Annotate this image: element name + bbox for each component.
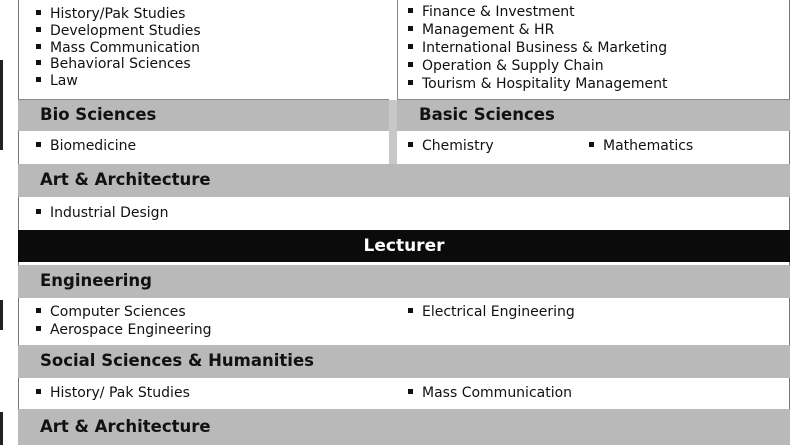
list-item [36,74,78,88]
list-item [408,23,554,37]
bullet-icon [36,389,41,394]
list-item-label: History/Pak Studies [50,6,186,22]
list-item-label: Biomedicine [50,138,137,154]
list-item-label: Behavioral Sciences [50,56,191,72]
bullet-icon [36,142,41,147]
bullet-icon [408,142,413,147]
list-item-label: International Business & Marketing [422,40,668,56]
list-item [408,386,572,400]
section-heading-social-sciences: Social Sciences & Humanities [18,345,790,378]
edge-mark [0,60,3,150]
list-item-label: Computer Sciences [50,304,186,320]
list-item [36,41,200,55]
list-item-label: Law [50,73,78,89]
page-edge [0,0,6,445]
bullet-icon [408,62,413,67]
bullet-icon [408,44,413,49]
list-item [408,77,667,91]
section-heading-engineering: Engineering [18,265,790,298]
list-item [36,139,136,153]
section-heading-basic-sciences: Basic Sciences [397,100,790,131]
bullet-icon [36,326,41,331]
list-item [408,305,575,319]
bullet-icon [408,8,413,13]
list-item-label: Aerospace Engineering [50,322,212,338]
list-item [589,139,693,153]
list-item [408,5,575,19]
bullet-icon [408,389,413,394]
list-item-label: Mass Communication [50,40,201,56]
section-heading-art-architecture-2: Art & Architecture [18,409,790,445]
bullet-icon [36,308,41,313]
bullet-icon [36,77,41,82]
edge-mark [0,412,3,445]
list-item-label: Mathematics [603,138,694,154]
list-item-label: Management & HR [422,22,555,38]
bullet-icon [36,27,41,32]
list-item [36,24,201,38]
section-heading-bio-sciences: Bio Sciences [18,100,389,131]
edge-mark [0,300,3,330]
list-item [36,206,168,220]
bullet-icon [36,44,41,49]
list-item [36,305,186,319]
bullet-icon [408,308,413,313]
list-item-label: Electrical Engineering [422,304,575,320]
list-item-label: Mass Communication [422,385,573,401]
list-item-label: History/ Pak Studies [50,385,190,401]
list-item [36,323,211,337]
list-item-label: Operation & Supply Chain [422,58,604,74]
list-item [408,139,494,153]
list-item [36,57,191,71]
lecturer-banner: Lecturer [18,230,790,262]
list-item [36,386,190,400]
list-item [36,7,185,21]
bullet-icon [408,80,413,85]
column-gap [389,100,397,164]
bullet-icon [589,142,594,147]
list-item [408,41,667,55]
list-item [408,59,604,73]
bullet-icon [408,26,413,31]
bullet-icon [36,209,41,214]
section-heading-art-architecture: Art & Architecture [18,164,790,197]
list-item-label: Tourism & Hospitality Management [422,76,668,92]
bullet-icon [36,10,41,15]
list-item-label: Industrial Design [50,205,169,221]
list-item-label: Development Studies [50,23,201,39]
bullet-icon [36,60,41,65]
list-item-label: Finance & Investment [422,4,575,20]
list-item-label: Chemistry [422,138,494,154]
